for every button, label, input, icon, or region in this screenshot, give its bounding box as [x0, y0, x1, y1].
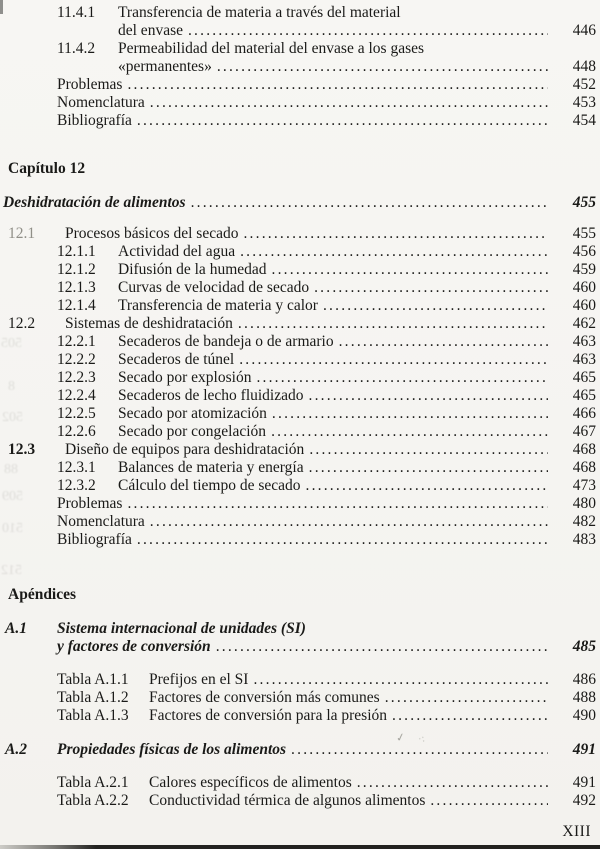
toc-entry-row: [57, 405, 596, 423]
dot-leader: [272, 261, 548, 279]
subsection-number: 12.1.3: [57, 279, 96, 296]
entry-title-line2: y factores de conversión: [57, 638, 211, 655]
chapter-label-text: Capítulo 12: [8, 160, 86, 177]
entry-title: Sistemas de deshidratación: [65, 315, 233, 332]
entry-page-number: 448: [572, 58, 596, 75]
table-label: Tabla A.1.1: [57, 671, 129, 688]
subsection-number: 12.1.2: [57, 261, 96, 278]
entry-page-number: 463: [572, 351, 596, 368]
subsection-number: 12.3.2: [57, 477, 96, 494]
entry-title: Problemas: [57, 76, 123, 93]
subsection-number: 11.4.2: [57, 40, 96, 57]
toc-entry-row: [57, 112, 596, 130]
subsection-number: 12.1.4: [57, 297, 96, 314]
toc-entry-row: [57, 297, 596, 315]
entry-page-number: 465: [572, 369, 596, 386]
entry-page-number: 454: [572, 112, 596, 129]
dot-leader: [217, 58, 548, 76]
toc-entry-row: [57, 243, 596, 261]
entry-page-number: 466: [572, 405, 596, 422]
dot-leader: [243, 225, 548, 243]
entry-title-line1: Propiedades físicas de los alimentos: [57, 741, 287, 758]
entry-title: Diseño de equipos para deshidratación: [65, 441, 305, 458]
dot-leader: [291, 741, 548, 759]
entry-title: Conductividad térmica de algunos alimentos: [149, 792, 426, 809]
dot-leader: [339, 333, 548, 351]
toc-entry-row: [57, 76, 596, 94]
toc-entry-row: [57, 513, 596, 531]
entry-title-line1-row: [57, 741, 596, 759]
entry-title: Bibliografía: [57, 112, 132, 129]
subsection-number: 12.2.4: [57, 387, 96, 404]
dot-leader: [127, 76, 548, 94]
entry-title-block: [57, 620, 596, 656]
entry-title: Transferencia de materia y calor: [118, 297, 318, 314]
entry-page-number: 491: [572, 774, 596, 791]
entry-page-number: 460: [572, 279, 596, 296]
entry-page-number: 480: [572, 495, 596, 512]
appendix-number: A.2: [5, 741, 27, 758]
dot-leader: [357, 774, 548, 792]
entry-page-number: 490: [572, 707, 596, 724]
section-number: 12.1: [8, 225, 36, 242]
entry-title: Curvas de velocidad de secado: [118, 279, 310, 296]
table-label: Tabla A.1.3: [57, 707, 129, 724]
toc-entry-row: [57, 351, 596, 369]
bleed-through-artifact: 509: [2, 489, 23, 504]
chapter-title-row: [3, 194, 596, 212]
toc-entry-row: [57, 531, 596, 549]
dot-leader: [191, 194, 548, 212]
scan-corner-artifact: [0, 0, 3, 14]
toc-entry-row: [57, 707, 596, 725]
toc-entry-row: [57, 387, 596, 405]
entry-page-number: 446: [572, 22, 596, 39]
entry-title: Problemas: [57, 495, 123, 512]
entry-title: Prefijos en el SI: [149, 671, 249, 688]
dot-leader: [314, 279, 548, 297]
toc-entry-row: [57, 40, 596, 76]
entry-page-number: 453: [572, 94, 596, 111]
dot-leader: [238, 315, 548, 333]
section-number: 12.2: [8, 315, 36, 332]
entry-title: Secaderos de bandeja o de armario: [118, 333, 334, 350]
bleed-through-artifact: 505: [1, 336, 22, 351]
table-label: Tabla A.1.2: [57, 689, 129, 706]
pencil-mark: ·:: [416, 732, 426, 746]
entry-page-number: 455: [572, 194, 596, 211]
entry-page-number: 483: [572, 531, 596, 548]
toc-entry-row: [57, 279, 596, 297]
toc-entry-row: [57, 4, 596, 40]
bleed-through-artifact: 512: [1, 563, 22, 578]
dot-leader: [309, 459, 548, 477]
entry-page-number: 462: [572, 315, 596, 332]
subsection-number: 12.2.2: [57, 351, 96, 368]
entry-title-line2-row: [57, 638, 596, 656]
entry-title: Nomenclatura: [57, 513, 145, 530]
entry-title-line2-row: [118, 58, 596, 76]
dot-leader: [271, 423, 548, 441]
dot-leader: [323, 297, 548, 315]
subsection-number: 12.2.1: [57, 333, 96, 350]
entry-title: Difusión de la humedad: [118, 261, 267, 278]
toc-entry-row: [57, 792, 596, 810]
subsection-number: 12.2.3: [57, 369, 96, 386]
entry-title-line2-row: [118, 22, 596, 40]
chapter-label: [8, 160, 596, 178]
bleed-through-artifact: 88: [4, 462, 18, 477]
entry-page-number: 486: [572, 671, 596, 688]
entry-title-line2: «permanentes»: [118, 58, 212, 75]
table-label: Tabla A.2.2: [57, 792, 129, 809]
subsection-number: 12.2.5: [57, 405, 96, 422]
dot-leader: [137, 112, 548, 130]
entry-page-number: 485: [572, 638, 596, 655]
dot-leader: [392, 707, 548, 725]
entry-page-number: 467: [572, 423, 596, 440]
entry-title: Factores de conversión más comunes: [149, 689, 380, 706]
entry-page-number: 460: [572, 297, 596, 314]
folio-page-number: XIII: [562, 823, 591, 840]
section-number: 12.3: [8, 441, 36, 458]
entry-page-number: 482: [572, 513, 596, 530]
subsection-number: 12.1.1: [57, 243, 96, 260]
toc-entry-row: [57, 459, 596, 477]
appendices-heading-text: Apéndices: [8, 586, 77, 603]
toc-entry-row: [57, 671, 596, 689]
entry-title: Secado por congelación: [118, 423, 267, 440]
appendix-number: A.1: [5, 620, 27, 637]
dot-leader: [256, 369, 548, 387]
entry-title: Procesos básicos del secado: [65, 225, 239, 242]
appendices-heading: [8, 586, 596, 604]
entry-page-number: 468: [572, 459, 596, 476]
entry-title: Bibliografía: [57, 531, 132, 548]
dot-leader: [272, 405, 548, 423]
dot-leader: [188, 22, 548, 40]
entry-title-line1: Permeabilidad del material del envase a los gases: [118, 40, 425, 57]
toc-entry-row: [57, 369, 596, 387]
entry-title: Secado por explosión: [118, 369, 252, 386]
entry-title-line1: Sistema internacional de unidades (SI): [57, 620, 306, 637]
dot-leader: [216, 638, 548, 656]
toc-entry-row: [57, 94, 596, 112]
toc-entry-row: [8, 225, 596, 243]
entry-page-number: 465: [572, 387, 596, 404]
dot-leader: [127, 495, 548, 513]
toc-entry-row: [57, 261, 596, 279]
entry-title: Secaderos de lecho fluidizado: [118, 387, 304, 404]
dot-leader: [309, 441, 548, 459]
entry-title-block: [118, 40, 596, 76]
subsection-number: 12.3.1: [57, 459, 96, 476]
entry-page-number: 488: [572, 689, 596, 706]
toc-entry-row: [57, 689, 596, 707]
entry-title: Nomenclatura: [57, 94, 145, 111]
entry-title-line1: Transferencia de materia a través del material: [118, 4, 401, 21]
bleed-through-artifact: 510: [2, 521, 23, 536]
dot-leader: [430, 792, 548, 810]
entry-page-number: 463: [572, 333, 596, 350]
dot-leader: [385, 689, 548, 707]
entry-page-number: 473: [572, 477, 596, 494]
chapter-title-text: Deshidratación de alimentos: [3, 194, 186, 211]
toc-entry-row: [5, 620, 596, 656]
toc-entry-row: [57, 477, 596, 495]
toc-entry-row: [5, 741, 596, 759]
toc-entry-row: [8, 315, 596, 333]
toc-entry-row: [57, 495, 596, 513]
entry-page-number: 452: [572, 76, 596, 93]
entry-page-number: 459: [572, 261, 596, 278]
entry-title: Cálculo del tiempo de secado: [118, 477, 301, 494]
entry-page-number: 491: [572, 741, 596, 758]
entry-title-block: [57, 741, 596, 759]
dot-leader: [137, 531, 548, 549]
toc-entry-row: [57, 333, 596, 351]
entry-page-number: 455: [572, 225, 596, 242]
dot-leader: [309, 387, 549, 405]
entry-page-number: 492: [572, 792, 596, 809]
entry-page-number: 456: [572, 243, 596, 260]
toc-entry-row: [57, 774, 596, 792]
entry-title-line2: del envase: [118, 22, 183, 39]
bleed-through-artifact: 502: [2, 410, 23, 425]
entry-title: Secado por atomización: [118, 405, 267, 422]
dot-leader: [240, 243, 548, 261]
toc-entry-row: [8, 441, 596, 459]
entry-title-block: [118, 4, 596, 40]
entry-title: Secaderos de túnel: [118, 351, 235, 368]
toc-entry-row: [57, 423, 596, 441]
dot-leader: [150, 513, 548, 531]
entry-title: Calores específicos de alimentos: [149, 774, 352, 791]
dot-leader: [239, 351, 548, 369]
entry-title: Balances de materia y energía: [118, 459, 304, 476]
subsection-number: 12.2.6: [57, 423, 96, 440]
bleed-through-artifact: 8: [8, 379, 15, 394]
entry-title: Factores de conversión para la presión: [149, 707, 388, 724]
subsection-number: 11.4.1: [57, 4, 96, 21]
scan-edge-line: [0, 845, 600, 849]
entry-page-number: 468: [572, 441, 596, 458]
dot-leader: [150, 94, 548, 112]
pencil-mark: ✓: [394, 731, 407, 745]
table-label: Tabla A.2.1: [57, 774, 129, 791]
entry-title: Actividad del agua: [118, 243, 236, 260]
dot-leader: [253, 671, 548, 689]
dot-leader: [306, 477, 549, 495]
